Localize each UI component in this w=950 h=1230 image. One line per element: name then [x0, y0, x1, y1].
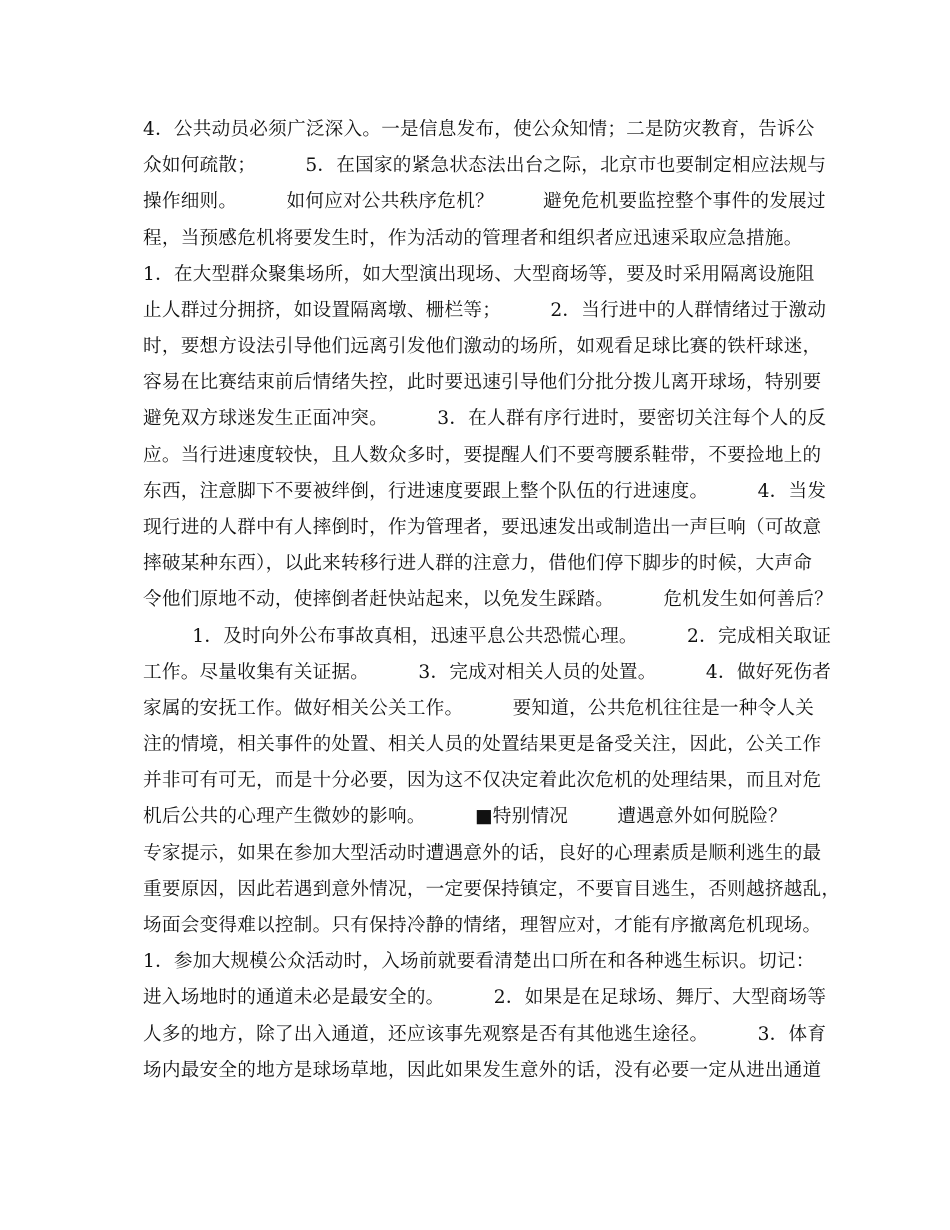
text-line: 1．参加大规模公众活动时，入场前就要看清楚出口所在和各种逃生标识。切记：	[143, 951, 815, 972]
text-line: 场面会变得难以控制。只有保持冷静的情绪，理智应对，才能有序撤离危机现场。	[143, 915, 822, 936]
text-line: 工作。尽量收集有关证据。 3．完成对相关人员的处置。 4．做好死伤者	[143, 662, 832, 683]
text-line: 场内最安全的地方是球场草地，因此如果发生意外的话，没有必要一定从进出通道	[143, 1060, 822, 1081]
text-line: 并非可有可无，而是十分必要，因为这不仅决定着此次危机的处理结果，而且对危	[143, 770, 822, 791]
text-line: 人多的地方，除了出入通道，还应该事先观察是否有其他逃生途径。 3．体育	[143, 1024, 827, 1045]
text-line: 1．及时向外公布事故真相，迅速平息公共恐慌心理。 2．完成相关取证	[143, 626, 832, 647]
text-line: 4．公共动员必须广泛深入。一是信息发布，使公众知情；二是防灾教育，告诉公	[143, 119, 815, 140]
text-line: 注的情境，相关事件的处置、相关人员的处置结果更是备受关注，因此，公关工作	[143, 734, 822, 755]
text-line: 现行进的人群中有人摔倒时，作为管理者，要迅速发出或制造出一声巨响（可故意	[143, 517, 822, 538]
text-line: 家属的安抚工作。做好相关公关工作。 要知道，公共危机往往是一种令人关	[143, 698, 815, 719]
text-line: 东西，注意脚下不要被绊倒，行进速度要跟上整个队伍的行进速度。 4．当发	[143, 481, 827, 502]
text-line: 应。当行进速度较快，且人数众多时，要提醒人们不要弯腰系鞋带，不要捡地上的	[143, 445, 822, 466]
text-line: 摔破某种东西），以此来转移行进人群的注意力，借他们停下脚步的时候，大声命	[143, 553, 813, 574]
text-line: 进入场地时的通道未必是最安全的。 2．如果是在足球场、舞厅、大型商场等	[143, 987, 827, 1008]
text-line: 专家提示，如果在参加大型活动时遭遇意外的话，良好的心理素质是顺利逃生的最	[143, 843, 822, 864]
text-line: 止人群过分拥挤，如设置隔离墩、栅栏等； 2．当行进中的人群情绪过于激动	[143, 300, 827, 321]
text-line: 时，要想方设法引导他们远离引发他们激动的场所，如观看足球比赛的铁杆球迷，	[143, 336, 822, 357]
text-line: 重要原因，因此若遇到意外情况，一定要保持镇定，不要盲目逃生，否则越挤越乱，	[143, 879, 841, 900]
text-line: 避免双方球迷发生正面冲突。 3．在人群有序行进时，要密切关注每个人的反	[143, 408, 827, 429]
text-line: 1．在大型群众聚集场所，如大型演出现场、大型商场等，要及时采用隔离设施阻	[143, 264, 815, 285]
text-line: 容易在比赛结束前后情绪失控，此时要迅速引导他们分批分拨儿离开球场，特别要	[143, 372, 822, 393]
text-line: 令他们原地不动，使摔倒者赶快站起来，以免发生踩踏。 危机发生如何善后？	[143, 589, 833, 610]
text-line: 程，当预感危机将要发生时，作为活动的管理者和组织者应迅速采取应急措施。	[143, 228, 803, 249]
text-line: 众如何疏散； 5．在国家的紧急状态法出台之际，北京市也要制定相应法规与	[143, 155, 827, 176]
text-line: 操作细则。 如何应对公共秩序危机？ 避免危机要监控整个事件的发展过	[143, 191, 826, 212]
text-line: 机后公共的心理产生微妙的影响。 ■特别情况 遭遇意外如何脱险？	[143, 806, 788, 827]
